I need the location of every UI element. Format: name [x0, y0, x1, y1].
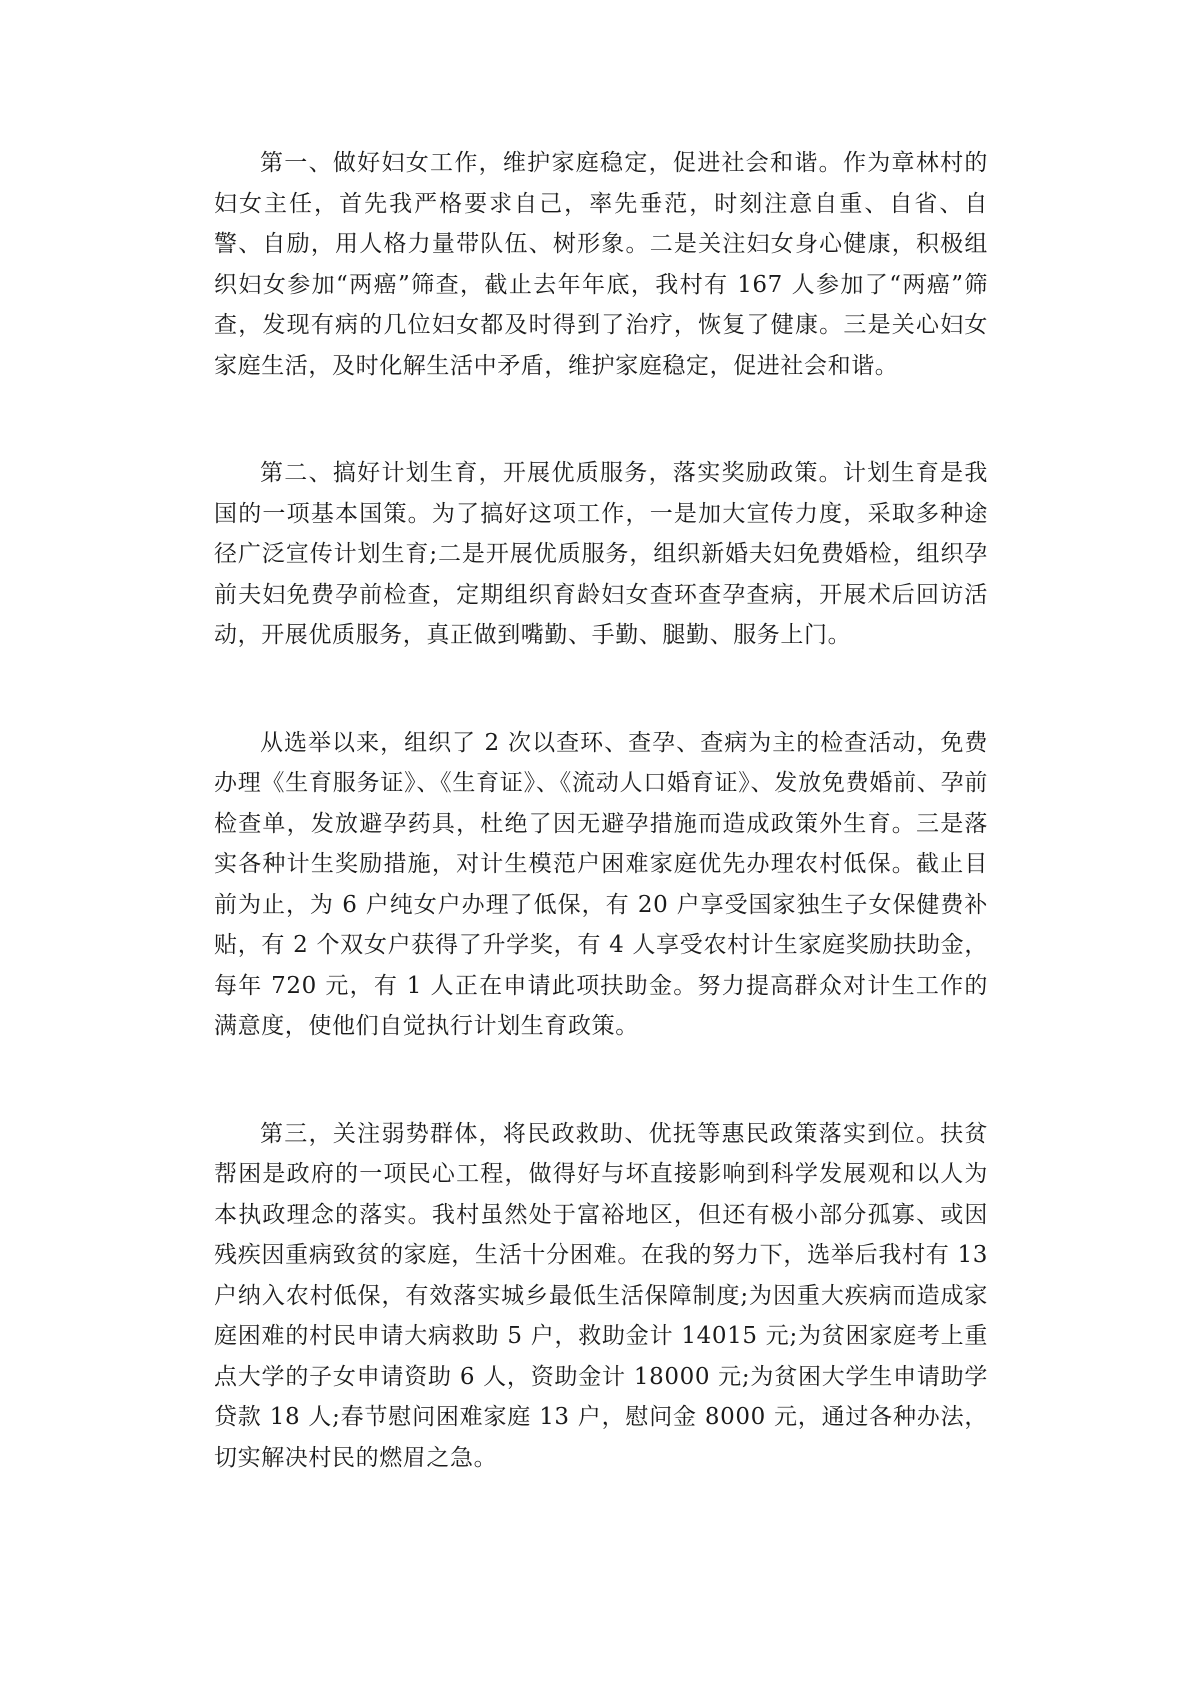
paragraph-since-election: 从选举以来，组织了 2 次以查环、查孕、查病为主的检查活动，免费办理《生育服务证》、《生育证》、《流动人口婚育证》、发放免费婚前、孕前检查单，发放避孕药具，杜绝了因无避孕措施而造成政策外生育。三是落实各种计生奖励措施，对计生模范户困难家庭优先办理农村低保。截止目前为止，为 6 户纯女户办理了低保，有 20 户享受国家独生子女保健费补贴，有 2 个双女户获得了升学奖，有 4 人享受农村计生家庭奖励扶助金，每年 720 元，有 1 人正在申请此项扶助金。努力提高群众对计生工作的满意度，使他们自觉执行计划生育政策。 [214, 729, 988, 1039]
document-body [214, 143, 988, 1478]
paragraph-women-work: 第一、做好妇女工作，维护家庭稳定，促进社会和谐。作为章林村的妇女主任，首先我严格要求自己，率先垂范，时刻注意自重、自省、自警、自励，用人格力量带队伍、树形象。二是关注妇女身心健康，积极组织妇女参加“两癌”筛查，截止去年年底，我村有 167 人参加了“两癌”筛查，发现有病的几位妇女都及时得到了治疗，恢复了健康。三是关心妇女家庭生活，及时化解生活中矛盾，维护家庭稳定，促进社会和谐。 [214, 150, 988, 379]
paragraph-vulnerable-groups: 第三，关注弱势群体，将民政救助、优抚等惠民政策落实到位。扶贫帮困是政府的一项民心工程，做得好与坏直接影响到科学发展观和以人为本执政理念的落实。我村虽然处于富裕地区，但还有极小部分孤寡、或因残疾因重病致贫的家庭，生活十分困难。在我的努力下，选举后我村有 13 户纳入农村低保，有效落实城乡最低生活保障制度;为因重大疾病而造成家庭困难的村民申请大病救助 5 户，救助金计 14015 元;为贫困家庭考上重点大学的子女申请资助 6 人，资助金计 18000 元;为贫困大学生申请助学贷款 18 人;春节慰问困难家庭 13 户，慰问金 8000 元，通过各种办法，切实解决村民的燃眉之急。 [214, 1120, 988, 1471]
paragraph-family-planning: 第二、搞好计划生育，开展优质服务，落实奖励政策。计划生育是我国的一项基本国策。为了搞好这项工作，一是加大宣传力度，采取多种途径广泛宣传计划生育;二是开展优质服务，组织新婚夫妇免费婚检，组织孕前夫妇免费孕前检查，定期组织育龄妇女查环查孕查病，开展术后回访活动，开展优质服务，真正做到嘴勤、手勤、腿勤、服务上门。 [214, 460, 988, 648]
